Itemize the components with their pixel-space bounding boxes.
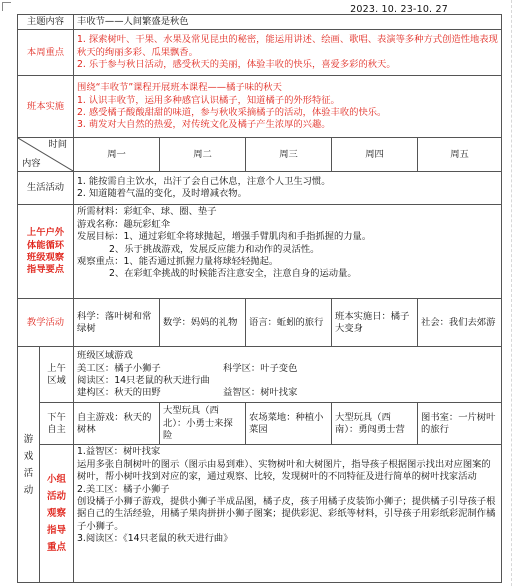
morning-line: 阅读区：14只老鼠的秋天进行曲 — [77, 374, 210, 386]
guidance-line: 运用多张自制树叶的图示（图示由易到难）、实物树叶和大树图片，指导孩子根据图示找出对应图案的树叶，帮小树叶找到对应的家，通过观察、比较，发现树叶的不同特征及进行简单的树叶找家活动 — [77, 458, 491, 483]
morning-area-right: 益智区：树叶找家 — [223, 387, 298, 399]
outdoor-label-line: 上午户外 — [26, 227, 65, 239]
theme-label: 主题内容 — [18, 15, 74, 30]
page-corner-mark — [2, 2, 11, 11]
guidance-line: 3.阅读区：《14只老鼠的秋天进行曲》 — [77, 533, 233, 545]
theme-value: 丰收节——人间繁盛是秋色 — [74, 15, 502, 30]
teaching-thursday: 班本实施日：橘子大变身 — [332, 299, 418, 347]
class-impl-content — [74, 76, 502, 138]
day-header: 周一 — [74, 138, 160, 172]
games-guidance-row — [18, 445, 502, 583]
life-item: 1. 能按需自主饮水，出汗了会自己休息，注意个人卫生习惯。 — [77, 176, 331, 187]
date-range: 2023. 10. 23-10. 27 — [350, 4, 448, 15]
afternoon-monday: 自主游戏：秋天的树林 — [74, 403, 160, 445]
outdoor-label-line: 班级观察 — [26, 251, 65, 263]
morning-label: 上午区域 — [40, 347, 74, 403]
time-label: 时间 — [48, 139, 68, 151]
guidance-label: 小组活动观察指导重点 — [40, 445, 74, 583]
outdoor-materials — [77, 206, 498, 218]
goal-item: 1、通过彩虹伞将球抛起，增强手臂肌肉和手指抓握的力量。 — [123, 231, 372, 243]
outdoor-row — [18, 205, 502, 299]
observe-item: 2、在彩虹伞挑战的时候能否注意安全，注意自身的运动量。 — [109, 268, 357, 280]
time-content-header — [18, 138, 74, 172]
game-value: 趣玩彩虹伞 — [123, 218, 171, 230]
class-impl-item: 3. 萌发对大自然的热爱，对传统文化及橘子产生浓厚的兴趣。 — [77, 119, 331, 131]
games-morning-row — [18, 347, 502, 403]
weekly-plan-table — [17, 14, 502, 583]
focus-label: 本周重点 — [18, 30, 74, 76]
teaching-wednesday: 语言：蚯蚓的旅行 — [246, 299, 332, 347]
games-label: 游戏活动 — [18, 347, 40, 583]
life-label: 生活活动 — [18, 172, 74, 205]
outdoor-observe — [77, 256, 498, 268]
outdoor-content — [74, 205, 502, 299]
day-header: 周五 — [418, 138, 502, 172]
goals-label: 发展目标： — [77, 231, 124, 243]
morning-line — [77, 387, 498, 399]
observe-item: 1、能否通过抓握力量将球轻轻抛起。 — [123, 256, 279, 268]
morning-line: 班级区域游戏 — [77, 350, 133, 362]
afternoon-label: 下午自主 — [40, 403, 74, 445]
class-impl-item: 1. 认识丰收节，运用多种感官认识橘子，知道橘子的外形特征。 — [77, 94, 340, 106]
class-impl-label: 班本实施 — [18, 76, 74, 138]
morning-area-right: 科学区：叶子变色 — [223, 362, 298, 374]
outdoor-label — [18, 205, 74, 299]
teaching-tuesday: 数学：妈妈的礼物 — [160, 299, 246, 347]
teaching-friday: 社会：我们去郊游 — [418, 299, 502, 347]
morning-content — [74, 347, 502, 403]
observe-label: 观察重点： — [77, 256, 124, 268]
outdoor-goal — [77, 231, 498, 243]
morning-area-left: 建构区：秋天的田野 — [77, 387, 161, 399]
afternoon-friday: 图书室：一片树叶的旅行 — [418, 403, 502, 445]
game-label: 游戏名称： — [77, 218, 124, 230]
games-afternoon-row — [18, 403, 502, 445]
outdoor-game — [77, 219, 498, 231]
content-label: 内容 — [22, 158, 41, 169]
outdoor-label-line: 指导要点 — [26, 264, 65, 276]
class-impl-row — [18, 76, 502, 138]
outdoor-label-line: 体能循环 — [26, 239, 65, 251]
week-header-row — [18, 138, 502, 172]
teaching-label: 教学活动 — [18, 299, 74, 347]
afternoon-tuesday: 大型玩具（西北）：小勇士来探险 — [160, 403, 246, 445]
theme-row — [18, 15, 502, 30]
life-content — [74, 172, 502, 205]
teaching-row — [18, 299, 502, 347]
guidance-line: 2.美工区：橘子小狮子 — [77, 483, 170, 495]
morning-line — [77, 363, 498, 375]
class-impl-item: 围绕“丰收节”课程开展班本课程——橘子味的秋天 — [77, 82, 282, 94]
life-row — [18, 172, 502, 205]
materials-label: 所需材料： — [77, 206, 124, 218]
day-header: 周二 — [160, 138, 246, 172]
focus-content — [74, 30, 502, 76]
focus-item: 2. 乐于参与秋日活动，感受秋天的美丽，体验丰收的快乐，喜爱多彩的秋天。 — [77, 59, 396, 71]
afternoon-thursday: 大型玩具（西南）：勇闯勇士营 — [332, 403, 418, 445]
day-header: 周三 — [246, 138, 332, 172]
page-edge-guide — [511, 0, 512, 586]
day-header: 周四 — [332, 138, 418, 172]
goal-item: 2、乐于挑战游戏，发展反应能力和动作的灵活性。 — [109, 243, 320, 255]
guidance-line: 创设橘子小狮子游戏，提供小狮子半成品图，橘子皮，孩子用橘子皮装饰小狮子；提供橘子引导孩子根据自己的生活经验，用橘子果肉拼拼小狮子图案；提供彩泥、彩纸等材料，引导孩子用彩纸彩泥制作橘子小狮子。 — [77, 496, 496, 532]
guidance-line: 1.益智区：树叶找家 — [77, 446, 161, 458]
focus-row — [18, 30, 502, 76]
life-item: 2. 知道随着气温的变化，及时增减衣物。 — [77, 188, 247, 200]
materials-value: 彩虹伞、球、圈、垫子 — [123, 206, 217, 218]
afternoon-wednesday: 农场菜地：种植小菜园 — [246, 403, 332, 445]
morning-area-left: 美工区：橘子小狮子 — [77, 362, 161, 374]
class-impl-item: 2. 感受橘子酸酸甜甜的味道，参与秋收采摘橘子的活动，体验丰收的快乐。 — [77, 106, 387, 118]
focus-item: 1. 探索树叶、干果、水果及常见昆虫的秘密，能运用讲述、绘画、歌唱、表演等多种方式创造性地表现秋天的绚丽多彩、瓜果飘香。 — [77, 34, 498, 58]
teaching-monday: 科学：落叶树和常绿树 — [74, 299, 160, 347]
guidance-content — [74, 445, 502, 583]
